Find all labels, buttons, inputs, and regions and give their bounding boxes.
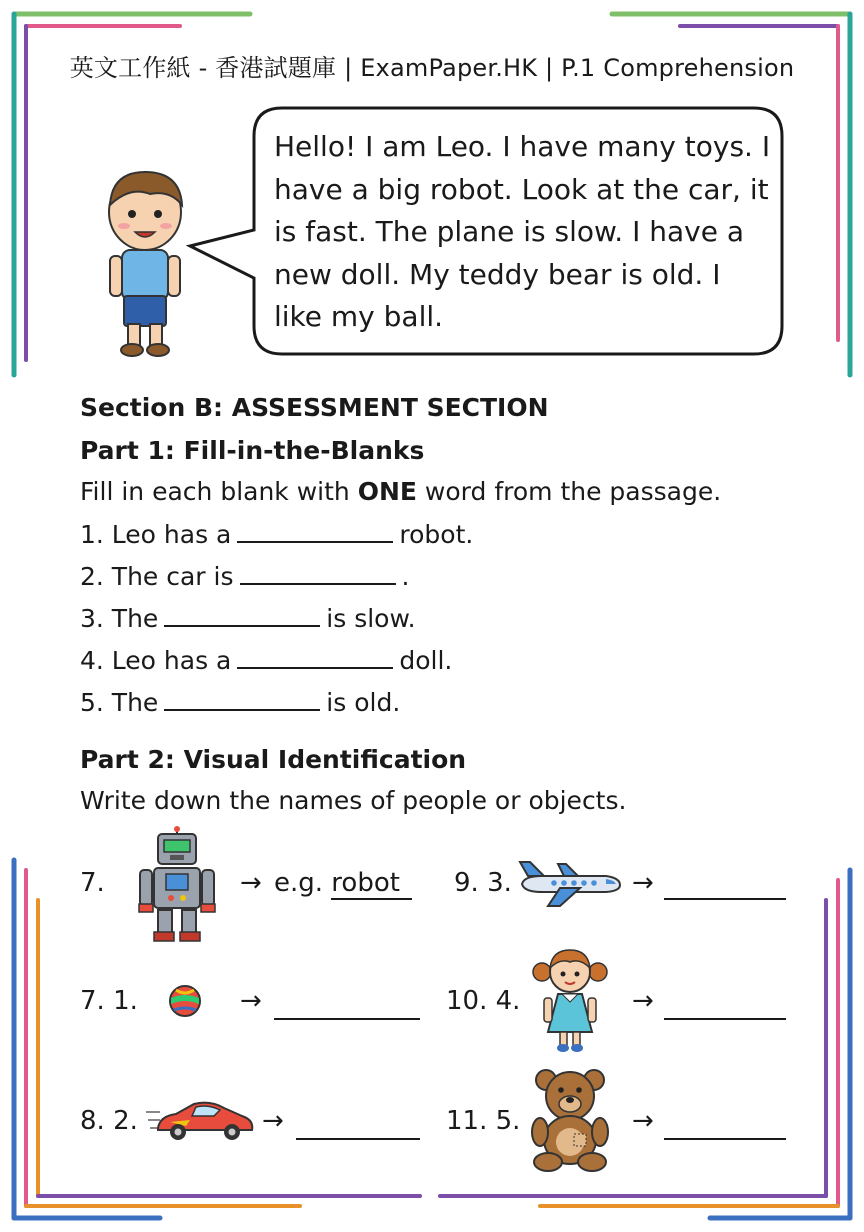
instruction-text: word from the passage. [416, 477, 722, 506]
section-title: Section B: ASSESSMENT SECTION [80, 393, 549, 422]
question-text: 1. Leo has a [80, 520, 232, 549]
question-text: 3. The [80, 604, 159, 633]
question-text: 4. Leo has a [80, 646, 232, 675]
arrow-icon: → [632, 1106, 654, 1136]
question-text: 2. The car is [80, 562, 234, 591]
question-1 [80, 520, 473, 549]
example-prefix: e.g. [274, 868, 324, 898]
part1-instruction [80, 477, 721, 506]
item-number: 9. 3. [454, 868, 512, 898]
teddy-bear-icon [528, 1066, 612, 1172]
arrow-icon: → [240, 986, 262, 1016]
arrow-icon: → [240, 868, 262, 898]
question-text: robot. [399, 520, 474, 549]
answer-blank[interactable] [164, 605, 320, 627]
passage-text: Hello! I am Leo. I have many toys. I have a big robot. Look at the car, it is fast. The plane is slow. I have a new doll. My teddy bear is old. I like my ball. [274, 130, 771, 333]
question-5 [80, 688, 400, 717]
item-number: 11. 5. [446, 1106, 521, 1136]
question-text: . [401, 562, 410, 591]
example-answer [274, 868, 412, 900]
part2-instruction: Write down the names of people or objects. [80, 786, 627, 815]
question-text: doll. [399, 646, 453, 675]
robot-icon [136, 826, 218, 944]
ball-icon [168, 984, 202, 1018]
arrow-icon: → [262, 1106, 284, 1136]
answer-blank[interactable] [274, 1018, 420, 1020]
question-text: 5. The [80, 688, 159, 717]
question-text: is slow. [326, 604, 416, 633]
question-4 [80, 646, 452, 675]
doll-icon [532, 944, 608, 1054]
answer-blank[interactable] [296, 1138, 420, 1140]
answer-blank[interactable] [664, 1138, 786, 1140]
instruction-text: Fill in each blank with [80, 477, 358, 506]
answer-blank[interactable] [240, 563, 396, 585]
answer-blank[interactable] [164, 689, 320, 711]
car-icon [146, 1098, 256, 1144]
example-word: robot [331, 868, 412, 900]
question-3 [80, 604, 416, 633]
item-number: 7. [80, 868, 105, 898]
item-number: 8. 2. [80, 1106, 138, 1136]
plane-icon [514, 858, 624, 910]
answer-blank[interactable] [237, 521, 393, 543]
instruction-emphasis: ONE [357, 477, 417, 506]
question-2 [80, 562, 409, 591]
answer-blank[interactable] [664, 1018, 786, 1020]
item-number: 10. 4. [446, 986, 521, 1016]
question-text: is old. [326, 688, 401, 717]
arrow-icon: → [632, 868, 654, 898]
answer-blank[interactable] [237, 647, 393, 669]
answer-blank[interactable] [664, 898, 786, 900]
worksheet-header: 英文工作紙 - 香港試題庫 | ExamPaper.HK | P.1 Comprehension [69, 54, 795, 82]
arrow-icon: → [632, 986, 654, 1016]
part1-title: Part 1: Fill-in-the-Blanks [80, 436, 425, 465]
part2-title: Part 2: Visual Identification [80, 745, 467, 774]
boy-icon [90, 160, 200, 360]
item-number: 7. 1. [80, 986, 138, 1016]
